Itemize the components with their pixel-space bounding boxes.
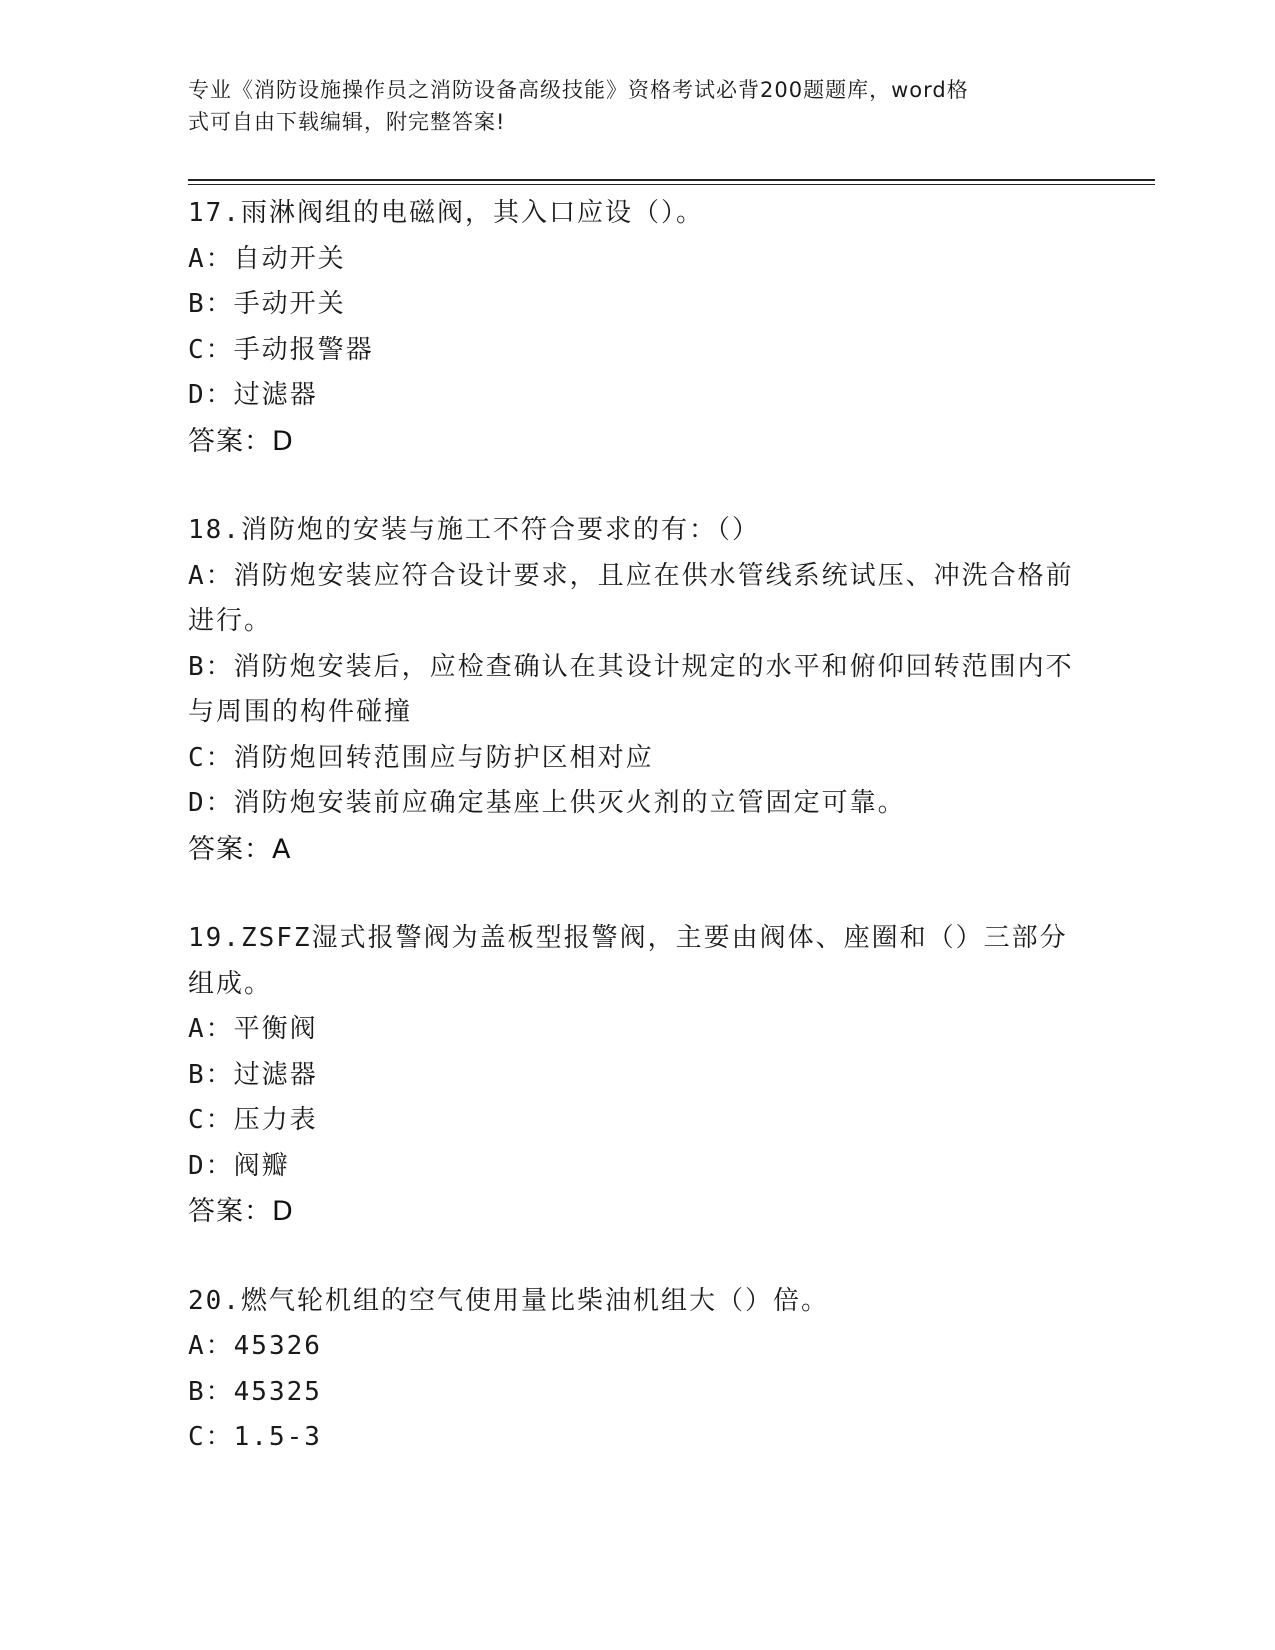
question-20	[188, 1279, 1088, 1461]
question-19	[188, 916, 1088, 1235]
option-c: C：1.5-3	[188, 1422, 322, 1452]
header-line-1: 专业《消防设施操作员之消防设备高级技能》资格考试必背200题题库，word格	[188, 78, 969, 102]
option-d: D：消防炮安装前应确定基座上供灭火剂的立管固定可靠。	[188, 788, 906, 818]
option-a: A：消防炮安装应符合设计要求，且应在供水管线系统试压、冲洗合格前进行。	[188, 560, 1074, 636]
question-title: 19.ZSFZ湿式报警阀为盖板型报警阀，主要由阀体、座圈和（）三部分组成。	[188, 923, 1068, 999]
option-c: C：压力表	[188, 1105, 318, 1135]
option-b: B：手动开关	[188, 289, 346, 319]
question-18	[188, 508, 1088, 872]
option-c: C：手动报警器	[188, 334, 374, 365]
option-b: B：45325	[188, 1376, 322, 1407]
option-a: A：平衡阀	[188, 1014, 318, 1044]
header-line-2: 式可自由下载编辑，附完整答案!	[188, 110, 506, 134]
option-d: D：过滤器	[188, 380, 318, 410]
question-title: 20.燃气轮机组的空气使用量比柴油机组大（）倍。	[188, 1285, 829, 1316]
question-list	[188, 191, 1088, 1505]
option-a: A：自动开关	[188, 243, 346, 274]
question-17	[188, 191, 1088, 464]
answer-text: 答案：A	[188, 833, 292, 865]
option-c: C：消防炮回转范围应与防护区相对应	[188, 742, 654, 773]
answer-text: 答案：D	[188, 1196, 294, 1227]
question-title: 17.雨淋阀组的电磁阀，其入口应设（）。	[188, 198, 704, 228]
option-b: B：过滤器	[188, 1059, 318, 1090]
question-title: 18.消防炮的安装与施工不符合要求的有：（）	[188, 515, 760, 545]
option-d: D：阀瓣	[188, 1150, 290, 1181]
header-divider-thin	[188, 184, 1155, 185]
option-a: A：45326	[188, 1331, 322, 1361]
option-b: B：消防炮安装后，应检查确认在其设计规定的水平和俯仰回转范围内不与周围的构件碰撞	[188, 651, 1074, 727]
document-header	[188, 74, 1088, 138]
header-divider-thick	[188, 179, 1155, 181]
answer-text: 答案：D	[188, 425, 294, 457]
